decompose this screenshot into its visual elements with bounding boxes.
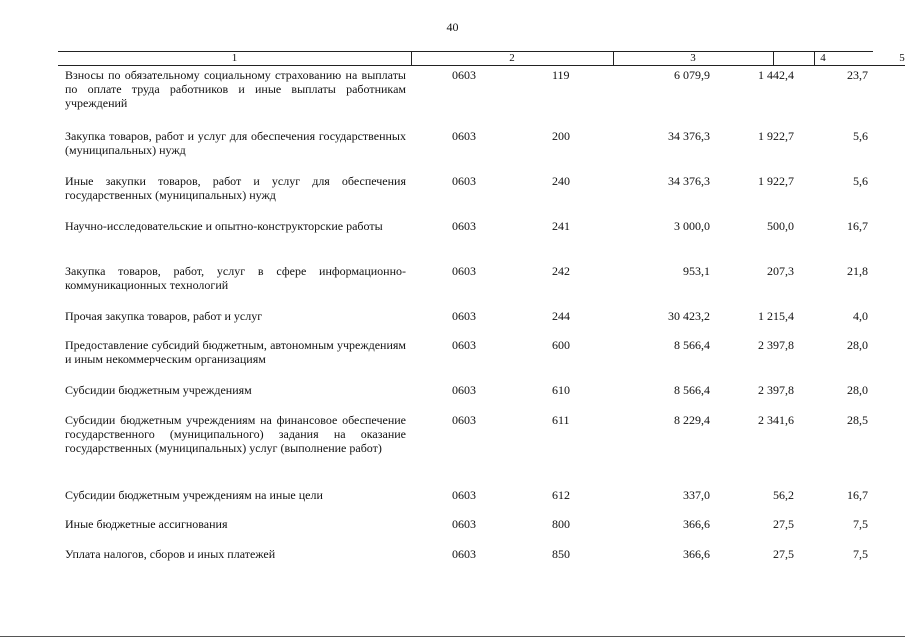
column-header-3: 3 bbox=[613, 52, 773, 66]
row-value-col5: 16,7 bbox=[847, 488, 868, 502]
row-expense-type: 244 bbox=[552, 309, 570, 323]
row-value-col3: 366,6 bbox=[683, 547, 710, 561]
row-value-col5: 28,0 bbox=[847, 338, 868, 352]
row-value-col3: 8 566,4 bbox=[674, 383, 710, 397]
row-name: Предоставление субсидий бюджетным, автономным учреждениям и иным некоммерческим организациям bbox=[65, 338, 406, 366]
column-divider bbox=[773, 52, 774, 66]
row-expense-type: 610 bbox=[552, 383, 570, 397]
row-value-col4: 1 215,4 bbox=[758, 309, 794, 323]
row-value-col4: 2 397,8 bbox=[758, 338, 794, 352]
row-expense-type: 850 bbox=[552, 547, 570, 561]
row-value-col3: 337,0 bbox=[683, 488, 710, 502]
row-value-col5: 7,5 bbox=[853, 547, 868, 561]
row-expense-type: 200 bbox=[552, 129, 570, 143]
row-value-col3: 6 079,9 bbox=[674, 68, 710, 82]
row-value-col5: 21,8 bbox=[847, 264, 868, 278]
row-value-col5: 5,6 bbox=[853, 174, 868, 188]
row-value-col5: 5,6 bbox=[853, 129, 868, 143]
row-value-col4: 27,5 bbox=[773, 517, 794, 531]
row-value-col3: 8 229,4 bbox=[674, 413, 710, 427]
row-value-col3: 953,1 bbox=[683, 264, 710, 278]
row-name: Иные бюджетные ассигнования bbox=[65, 517, 228, 531]
row-name: Иные закупки товаров, работ и услуг для обеспечения государственных (муниципальных) нужд bbox=[65, 174, 406, 202]
row-name: Уплата налогов, сборов и иных платежей bbox=[65, 547, 276, 561]
column-divider bbox=[411, 52, 412, 66]
row-expense-type: 240 bbox=[552, 174, 570, 188]
row-value-col3: 30 423,2 bbox=[668, 309, 710, 323]
row-name: Взносы по обязательному социальному страхованию на выплаты по оплате труда работников и иные выплаты работникам учреждений bbox=[65, 68, 406, 110]
row-section-code: 0603 bbox=[452, 413, 476, 427]
row-expense-type: 242 bbox=[552, 264, 570, 278]
row-value-col5: 23,7 bbox=[847, 68, 868, 82]
page-bottom-rule bbox=[0, 636, 905, 637]
row-value-col4: 207,3 bbox=[767, 264, 794, 278]
row-value-col5: 16,7 bbox=[847, 219, 868, 233]
row-name: Закупка товаров, работ и услуг для обеспечения государственных (муниципальных) нужд bbox=[65, 129, 406, 157]
row-section-code: 0603 bbox=[452, 547, 476, 561]
row-section-code: 0603 bbox=[452, 174, 476, 188]
row-value-col5: 28,0 bbox=[847, 383, 868, 397]
row-value-col5: 7,5 bbox=[853, 517, 868, 531]
row-value-col4: 1 442,4 bbox=[758, 68, 794, 82]
row-section-code: 0603 bbox=[452, 264, 476, 278]
row-section-code: 0603 bbox=[452, 68, 476, 82]
row-expense-type: 611 bbox=[552, 413, 570, 427]
column-header-5: 5 bbox=[873, 52, 905, 66]
row-name: Научно-исследовательские и опытно-конструкторские работы bbox=[65, 219, 383, 233]
row-name: Субсидии бюджетным учреждениям на иные цели bbox=[65, 488, 323, 502]
column-header-2: 2 bbox=[411, 52, 613, 66]
row-value-col3: 3 000,0 bbox=[674, 219, 710, 233]
row-name: Субсидии бюджетным учреждениям на финансовое обеспечение государственного (муниципального) задания на оказание государственных (муниципальных) услуг (выполнение работ) bbox=[65, 413, 406, 455]
row-value-col3: 8 566,4 bbox=[674, 338, 710, 352]
row-value-col5: 4,0 bbox=[853, 309, 868, 323]
row-section-code: 0603 bbox=[452, 219, 476, 233]
row-section-code: 0603 bbox=[452, 517, 476, 531]
row-value-col4: 27,5 bbox=[773, 547, 794, 561]
page-number: 40 bbox=[446, 20, 459, 34]
row-expense-type: 800 bbox=[552, 517, 570, 531]
column-divider bbox=[613, 52, 614, 66]
row-expense-type: 241 bbox=[552, 219, 570, 233]
row-name: Прочая закупка товаров, работ и услуг bbox=[65, 309, 263, 323]
row-section-code: 0603 bbox=[452, 309, 476, 323]
row-expense-type: 612 bbox=[552, 488, 570, 502]
row-section-code: 0603 bbox=[452, 488, 476, 502]
row-name: Закупка товаров, работ, услуг в сфере информационно-коммуникационных технологий bbox=[65, 264, 406, 292]
row-value-col3: 366,6 bbox=[683, 517, 710, 531]
row-value-col4: 1 922,7 bbox=[758, 129, 794, 143]
row-section-code: 0603 bbox=[452, 129, 476, 143]
column-header-1: 1 bbox=[58, 52, 411, 66]
row-value-col4: 2 341,6 bbox=[758, 413, 794, 427]
row-value-col4: 56,2 bbox=[773, 488, 794, 502]
row-name: Субсидии бюджетным учреждениям bbox=[65, 383, 252, 397]
row-expense-type: 600 bbox=[552, 338, 570, 352]
row-value-col5: 28,5 bbox=[847, 413, 868, 427]
row-value-col4: 2 397,8 bbox=[758, 383, 794, 397]
column-header-4: 4 bbox=[773, 52, 873, 66]
row-value-col4: 1 922,7 bbox=[758, 174, 794, 188]
row-value-col4: 500,0 bbox=[767, 219, 794, 233]
row-section-code: 0603 bbox=[452, 383, 476, 397]
column-divider bbox=[814, 52, 815, 66]
row-expense-type: 119 bbox=[552, 68, 570, 82]
row-value-col3: 34 376,3 bbox=[668, 129, 710, 143]
row-value-col3: 34 376,3 bbox=[668, 174, 710, 188]
row-section-code: 0603 bbox=[452, 338, 476, 352]
